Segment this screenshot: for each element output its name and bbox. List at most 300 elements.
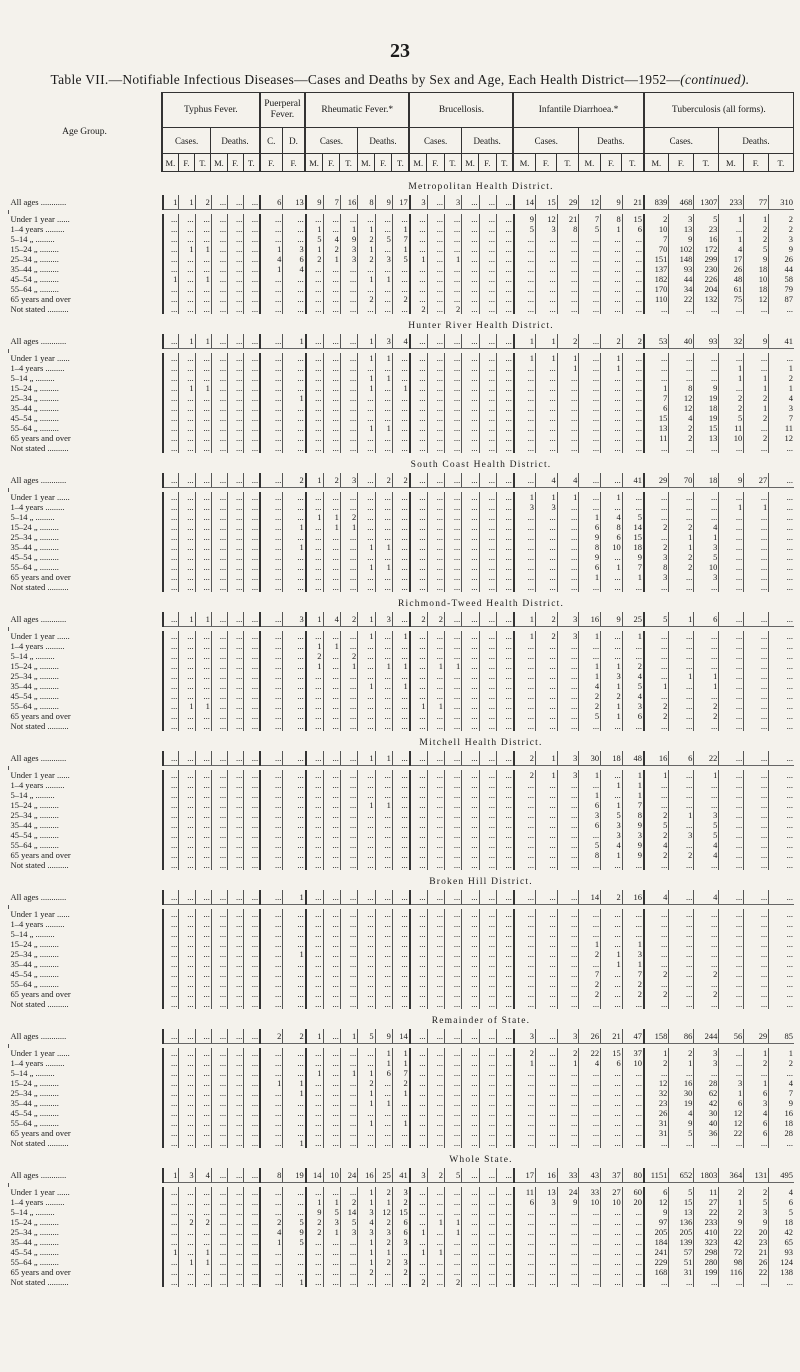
cell-value: ... — [514, 790, 536, 800]
cell-value: ... — [462, 800, 479, 810]
cell-value: ... — [514, 1098, 536, 1108]
cell-value: ... — [195, 979, 211, 989]
cell-value: ... — [496, 353, 513, 363]
cell-value: ... — [410, 671, 427, 681]
cell-value: 6 — [601, 532, 623, 542]
cell-value: ... — [557, 890, 579, 905]
cell-value: ... — [260, 562, 283, 572]
cell-value: ... — [479, 860, 496, 870]
cell-value: ... — [444, 830, 461, 840]
cell-value: ... — [669, 502, 694, 512]
cell-value: ... — [260, 820, 283, 830]
cell-value: 1307 — [694, 195, 719, 210]
cell-value: ... — [514, 1247, 536, 1257]
cell-value: 2 — [410, 1277, 427, 1287]
cell-value: ... — [514, 542, 536, 552]
cell-value: ... — [323, 909, 340, 919]
cell-value: ... — [358, 830, 375, 840]
cell-value: ... — [211, 284, 227, 294]
cell-value: 151 — [644, 254, 669, 264]
cell-value: ... — [163, 1058, 179, 1068]
cell-value: ... — [375, 959, 392, 969]
cell-value: 12 — [644, 1197, 669, 1207]
cell-value: 230 — [694, 264, 719, 274]
district-table — [8, 612, 794, 731]
cell-value: 30 — [579, 751, 601, 766]
cell-value: ... — [163, 423, 179, 433]
cell-value: 3 — [340, 244, 357, 254]
cell-value: ... — [163, 1078, 179, 1088]
cell-value: ... — [514, 681, 536, 691]
cell-value: ... — [179, 1277, 195, 1287]
cell-value: 80 — [622, 1168, 644, 1183]
age-row — [9, 443, 795, 453]
cell-value: ... — [579, 909, 601, 919]
cell-value: ... — [358, 1108, 375, 1118]
cell-value: ... — [340, 999, 357, 1009]
cell-value: 9 — [622, 552, 644, 562]
cell-value: 3 — [769, 403, 794, 413]
cell-value: ... — [358, 721, 375, 731]
cell-value: ... — [427, 264, 444, 274]
age-label: Not stated .......... — [10, 443, 69, 453]
cell-value: ... — [579, 254, 601, 264]
cell-value: ... — [557, 502, 579, 512]
cell-value: ... — [163, 512, 179, 522]
cell-value: ... — [260, 890, 283, 905]
cell-value: ... — [375, 890, 392, 905]
cell-value: ... — [163, 661, 179, 671]
cell-value: ... — [323, 492, 340, 502]
cell-value: ... — [479, 1217, 496, 1227]
cell-value: 1 — [719, 1088, 744, 1098]
cell-value: ... — [375, 820, 392, 830]
cell-value: ... — [358, 999, 375, 1009]
cell-value: 6 — [669, 751, 694, 766]
cell-value: ... — [410, 214, 427, 224]
cell-value: 2 — [557, 334, 579, 349]
cell-value: ... — [228, 433, 244, 443]
cell-value: ... — [719, 890, 744, 905]
cell-value: ... — [260, 552, 283, 562]
cell-value: ... — [514, 969, 536, 979]
cell-value: ... — [163, 284, 179, 294]
cell-value: ... — [163, 1029, 179, 1044]
cell-value: ... — [195, 522, 211, 532]
cell-value: ... — [557, 234, 579, 244]
cell-value: ... — [211, 939, 227, 949]
cell-value: ... — [410, 443, 427, 453]
cell-value: 3 — [557, 612, 579, 627]
cell-value: 27 — [601, 1187, 623, 1197]
age-label: Under 1 year ...... — [10, 631, 70, 641]
cell-value: ... — [579, 353, 601, 363]
cell-value: 2 — [375, 1187, 392, 1197]
cell-value: ... — [622, 254, 644, 264]
cell-value: ... — [462, 631, 479, 641]
cell-value: 1 — [536, 334, 558, 349]
cell-value: 1 — [744, 502, 769, 512]
cell-value: 2 — [579, 989, 601, 999]
cell-value: ... — [410, 959, 427, 969]
cell-value: 5 — [306, 234, 323, 244]
cell-value: ... — [479, 701, 496, 711]
cell-value: ... — [195, 1098, 211, 1108]
t-subheading: T. — [444, 154, 461, 172]
cell-value: ... — [410, 433, 427, 443]
cell-value: ... — [323, 671, 340, 681]
cell-value: ... — [228, 770, 244, 780]
cell-value: ... — [392, 552, 409, 562]
cell-value: ... — [306, 1058, 323, 1068]
cell-value: ... — [211, 671, 227, 681]
cell-value: ... — [179, 651, 195, 661]
cell-value: ... — [228, 890, 244, 905]
cell-value: 2 — [719, 1207, 744, 1217]
age-label: 35–44 „ ......... — [10, 264, 59, 274]
district-table — [8, 1168, 794, 1287]
cell-value: ... — [557, 1138, 579, 1148]
cell-value: ... — [260, 353, 283, 363]
cell-value: ... — [579, 1118, 601, 1128]
cell-value: ... — [462, 373, 479, 383]
cell-value: 7 — [579, 969, 601, 979]
cell-value: ... — [358, 989, 375, 999]
cell-value: ... — [462, 1108, 479, 1118]
cell-value: ... — [410, 949, 427, 959]
cell-value: 33 — [557, 1168, 579, 1183]
cell-value: ... — [601, 582, 623, 592]
cell-value: ... — [719, 701, 744, 711]
cell-value: 2 — [410, 304, 427, 314]
cell-value: ... — [462, 939, 479, 949]
cell-value: 1 — [358, 800, 375, 810]
cell-value: 10 — [644, 224, 669, 234]
cell-value: ... — [496, 1068, 513, 1078]
cell-value: ... — [375, 284, 392, 294]
cell-value: ... — [669, 860, 694, 870]
cell-value: ... — [340, 800, 357, 810]
cell-value: ... — [514, 443, 536, 453]
cell-value: ... — [283, 413, 306, 423]
district-title: Metropolitan Health District. — [408, 182, 554, 192]
cell-value: ... — [427, 383, 444, 393]
cell-value: ... — [340, 214, 357, 224]
cell-value: ... — [557, 304, 579, 314]
cell-value: ... — [536, 989, 558, 999]
cell-value: ... — [579, 1227, 601, 1237]
cell-value: 1 — [579, 770, 601, 780]
cell-value: 4 — [769, 393, 794, 403]
cell-value: ... — [557, 939, 579, 949]
age-label: 45–54 „ ......... — [10, 1247, 59, 1257]
cell-value: ... — [479, 1277, 496, 1287]
cell-value: ... — [479, 711, 496, 721]
cell-value: ... — [496, 830, 513, 840]
cell-value: ... — [283, 284, 306, 294]
cell-value: ... — [228, 1237, 244, 1247]
cell-value: 1 — [306, 244, 323, 254]
cell-value: ... — [244, 512, 260, 522]
cell-value: ... — [392, 780, 409, 790]
cell-value: ... — [410, 721, 427, 731]
cell-value: 15 — [392, 1207, 409, 1217]
cell-value: ... — [410, 631, 427, 641]
cell-value: ... — [375, 919, 392, 929]
cell-value: ... — [410, 999, 427, 1009]
table-title-main: Table VII.—Notifiable Infectious Diseases—Cases and Deaths by Sex and Age, Each Health District—1952— — [50, 72, 681, 87]
cell-value: 8 — [579, 850, 601, 860]
cell-value: ... — [283, 1267, 306, 1277]
cell-value: 48 — [622, 751, 644, 766]
cell-value: ... — [462, 959, 479, 969]
cell-value: ... — [557, 1088, 579, 1098]
cell-value: ... — [462, 492, 479, 502]
cell-value: ... — [163, 691, 179, 701]
cell-value: ... — [340, 850, 357, 860]
cell-value: ... — [179, 502, 195, 512]
cell-value: 5 — [694, 214, 719, 224]
cell-value: ... — [694, 373, 719, 383]
cell-value: ... — [579, 1108, 601, 1118]
cell-value: 199 — [694, 1267, 719, 1277]
cell-value: ... — [228, 1098, 244, 1108]
cell-value: ... — [375, 989, 392, 999]
cell-value: 2 — [719, 393, 744, 403]
cell-value: ... — [163, 1098, 179, 1108]
cell-value: ... — [622, 393, 644, 403]
cell-value: ... — [410, 274, 427, 284]
cell-value: ... — [694, 721, 719, 731]
cell-value: 2 — [694, 969, 719, 979]
cell-value: ... — [358, 552, 375, 562]
cell-value: ... — [462, 383, 479, 393]
cell-value: ... — [769, 770, 794, 780]
cell-value: ... — [306, 929, 323, 939]
cell-value: ... — [392, 939, 409, 949]
cell-value: 1 — [195, 1247, 211, 1257]
cell-value: ... — [195, 661, 211, 671]
cell-value: ... — [306, 1237, 323, 1247]
cell-value: 13 — [536, 1187, 558, 1197]
cell-value: ... — [228, 1048, 244, 1058]
cell-value: ... — [644, 909, 669, 919]
cell-value: ... — [244, 860, 260, 870]
cell-value: ... — [514, 423, 536, 433]
cell-value: 2 — [375, 1257, 392, 1267]
cell-value: 1 — [323, 254, 340, 264]
cell-value: 4 — [601, 840, 623, 850]
cell-value: 14 — [392, 1029, 409, 1044]
cell-value: ... — [744, 820, 769, 830]
cell-value: ... — [211, 959, 227, 969]
cell-value: ... — [179, 542, 195, 552]
cell-value: ... — [536, 651, 558, 661]
cell-value: 132 — [694, 294, 719, 304]
cell-value: ... — [514, 304, 536, 314]
cell-value: ... — [306, 1138, 323, 1148]
cell-value: 23 — [644, 1098, 669, 1108]
cell-value: ... — [669, 840, 694, 850]
age-row — [9, 800, 795, 810]
cell-value: ... — [195, 393, 211, 403]
deaths-heading: Deaths. — [461, 128, 513, 154]
cell-value: ... — [163, 641, 179, 651]
cell-value: ... — [444, 671, 461, 681]
cell-value: ... — [427, 721, 444, 731]
cell-value: ... — [306, 403, 323, 413]
cell-value: 2 — [260, 1217, 283, 1227]
cell-value: ... — [306, 264, 323, 274]
cell-value: ... — [462, 1227, 479, 1237]
cell-value: ... — [340, 1257, 357, 1267]
cell-value: ... — [211, 363, 227, 373]
cell-value: 3 — [601, 820, 623, 830]
age-label: All ages ............ — [10, 892, 67, 903]
cell-value: ... — [462, 264, 479, 274]
cell-value: ... — [462, 929, 479, 939]
cell-value: ... — [427, 929, 444, 939]
cell-value: ... — [719, 770, 744, 780]
cell-value: ... — [358, 840, 375, 850]
cell-value: ... — [444, 929, 461, 939]
cell-value: ... — [260, 383, 283, 393]
cell-value: ... — [579, 373, 601, 383]
cell-value: ... — [601, 770, 623, 780]
cell-value: 15 — [669, 1197, 694, 1207]
cell-value: 4 — [536, 473, 558, 488]
cell-value: 3 — [644, 572, 669, 582]
cell-value: ... — [340, 701, 357, 711]
age-label: 45–54 „ ......... — [10, 552, 59, 562]
cell-value: ... — [260, 1068, 283, 1078]
cell-value: ... — [179, 284, 195, 294]
cell-value: ... — [228, 1207, 244, 1217]
cell-value: ... — [410, 770, 427, 780]
cell-value: ... — [323, 860, 340, 870]
age-label: 25–34 „ ......... — [10, 671, 59, 681]
cell-value: ... — [340, 423, 357, 433]
m-subheading: M. — [357, 154, 374, 172]
age-row — [9, 224, 795, 234]
cell-value: ... — [211, 721, 227, 731]
cell-value: ... — [514, 1237, 536, 1247]
cell-value: ... — [410, 1098, 427, 1108]
cell-value: ... — [260, 1048, 283, 1058]
cell-value: ... — [211, 949, 227, 959]
cell-value: 2 — [669, 1048, 694, 1058]
cell-value: ... — [306, 721, 323, 731]
cell-value: 2 — [744, 393, 769, 403]
cell-value: ... — [163, 890, 179, 905]
cell-value: ... — [163, 651, 179, 661]
cell-value: ... — [392, 443, 409, 453]
cell-value: ... — [444, 1118, 461, 1128]
age-row — [9, 959, 795, 969]
cell-value: 3 — [514, 1029, 536, 1044]
cell-value: ... — [195, 890, 211, 905]
cell-value: ... — [179, 552, 195, 562]
cell-value: 2 — [744, 224, 769, 234]
cell-value: ... — [358, 473, 375, 488]
cell-value: 1 — [444, 254, 461, 264]
cell-value: ... — [496, 671, 513, 681]
cell-value: ... — [260, 1098, 283, 1108]
cell-value: ... — [163, 214, 179, 224]
cell-value: 12 — [669, 393, 694, 403]
cell-value: 158 — [644, 1029, 669, 1044]
cell-value: ... — [769, 473, 794, 488]
cell-value: ... — [228, 383, 244, 393]
cell-value: ... — [514, 1257, 536, 1267]
cell-value: ... — [462, 641, 479, 651]
cell-value: 1 — [358, 373, 375, 383]
cell-value: ... — [496, 254, 513, 264]
cell-value: 4 — [195, 1168, 211, 1183]
cell-value: ... — [163, 572, 179, 582]
cell-value: ... — [211, 1108, 227, 1118]
cell-value: 7 — [622, 800, 644, 810]
cell-value: ... — [179, 1247, 195, 1257]
cell-value: 14 — [622, 522, 644, 532]
cell-value: ... — [579, 413, 601, 423]
cell-value: ... — [744, 890, 769, 905]
cell-value: ... — [462, 681, 479, 691]
cell-value: ... — [179, 214, 195, 224]
cell-value: ... — [228, 1078, 244, 1088]
cell-value: ... — [514, 413, 536, 423]
cell-value: 6 — [579, 820, 601, 830]
cell-value: 2 — [514, 751, 536, 766]
cell-value: ... — [323, 850, 340, 860]
cell-value: ... — [195, 969, 211, 979]
cell-value: ... — [694, 860, 719, 870]
cell-value: ... — [323, 502, 340, 512]
cell-value: 7 — [769, 413, 794, 423]
cell-value: 3 — [323, 1217, 340, 1227]
cell-value: ... — [427, 919, 444, 929]
cell-value: ... — [444, 1257, 461, 1267]
cell-value: ... — [410, 939, 427, 949]
cell-value: ... — [283, 780, 306, 790]
cell-value: ... — [163, 919, 179, 929]
cell-value: ... — [340, 502, 357, 512]
cell-value: 1 — [622, 770, 644, 780]
cell-value: ... — [163, 502, 179, 512]
cell-value: 1 — [601, 850, 623, 860]
cell-value: 34 — [669, 284, 694, 294]
cell-value: ... — [195, 830, 211, 840]
cell-value: ... — [340, 413, 357, 423]
cell-value: ... — [306, 1048, 323, 1058]
cell-value: ... — [410, 1088, 427, 1098]
age-row — [9, 532, 795, 542]
typhus-heading: Typhus Fever. — [162, 93, 260, 128]
cell-value: ... — [211, 423, 227, 433]
cell-value: ... — [769, 850, 794, 860]
age-row — [9, 989, 795, 999]
cell-value: 1 — [358, 353, 375, 363]
cell-value: ... — [283, 751, 306, 766]
cell-value: ... — [163, 612, 179, 627]
cell-value: ... — [244, 373, 260, 383]
cell-value: ... — [228, 969, 244, 979]
cell-value: ... — [179, 512, 195, 522]
cell-value: 16 — [536, 1168, 558, 1183]
cell-value: ... — [496, 890, 513, 905]
district-section — [8, 1148, 794, 1287]
cell-value: ... — [283, 701, 306, 711]
